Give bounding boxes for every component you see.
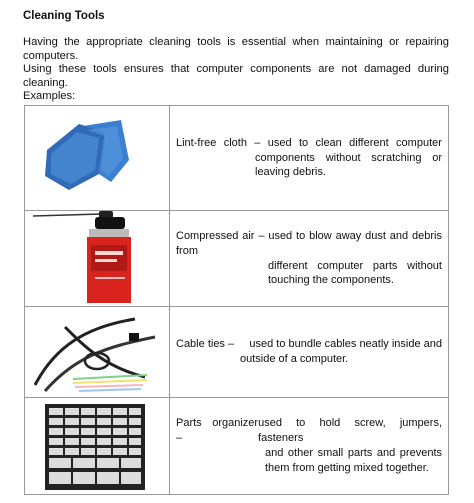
desc-word: to: [298, 136, 309, 149]
desc-word: used: [267, 136, 292, 149]
tool-row-compressed-air: [25, 211, 449, 307]
tool-description-rest: outside of a computer.: [240, 353, 349, 365]
intro-line: Having the appropriate cleaning tools is essential when maintaining or repairing computers.: [23, 36, 449, 62]
tool-description-cell: [170, 307, 449, 398]
tool-description-rest: and other small parts and prevents them from getting mixed together.: [265, 447, 442, 474]
desc-word: –: [254, 136, 261, 149]
intro-line: Examples:: [23, 90, 76, 102]
section-heading: Cleaning Tools: [23, 10, 105, 22]
desc-word: –: [228, 338, 235, 351]
tool-description-rest: different computer parts without touching the components.: [268, 259, 442, 287]
parts-organizer-icon: [25, 398, 169, 494]
desc-word: Cable: [176, 338, 205, 351]
desc-word: Parts organizer –: [176, 417, 259, 445]
tool-row-cable-ties: [25, 307, 449, 398]
desc-word: different: [349, 136, 389, 149]
tool-description-cell: [170, 106, 449, 211]
tool-image-cell: [25, 398, 170, 495]
tool-image-cell: [25, 307, 170, 398]
desc-word: computer: [396, 136, 442, 149]
desc-line: Compressed air – used to blow away dust and debris from: [176, 229, 442, 257]
desc-word: used to hold screw, jumpers, fasteners: [258, 417, 442, 445]
desc-word: cloth: [223, 136, 247, 149]
intro-paragraph: [23, 36, 449, 104]
tool-image-cell: [25, 106, 170, 211]
intro-line: Using these tools ensures that computer components are not damaged during cleaning.: [23, 63, 449, 89]
tool-row-parts-organizer: [25, 398, 449, 495]
cable-ties-icon: [25, 307, 169, 397]
cloth-icon: [25, 106, 169, 210]
tools-table: [24, 105, 449, 495]
compressed-air-can-icon: [25, 211, 169, 306]
desc-word: used to bundle cables neatly inside and: [249, 338, 442, 351]
tool-row-lint-free-cloth: [25, 106, 449, 211]
tool-image-cell: [25, 211, 170, 307]
tool-description-cell: [170, 211, 449, 307]
tool-description-rest: components without scratching or leaving debris.: [255, 151, 442, 179]
desc-word: ties: [207, 338, 225, 351]
desc-word: clean: [315, 136, 342, 149]
desc-word: Lint-free: [176, 136, 217, 149]
tool-description-cell: [170, 398, 449, 495]
